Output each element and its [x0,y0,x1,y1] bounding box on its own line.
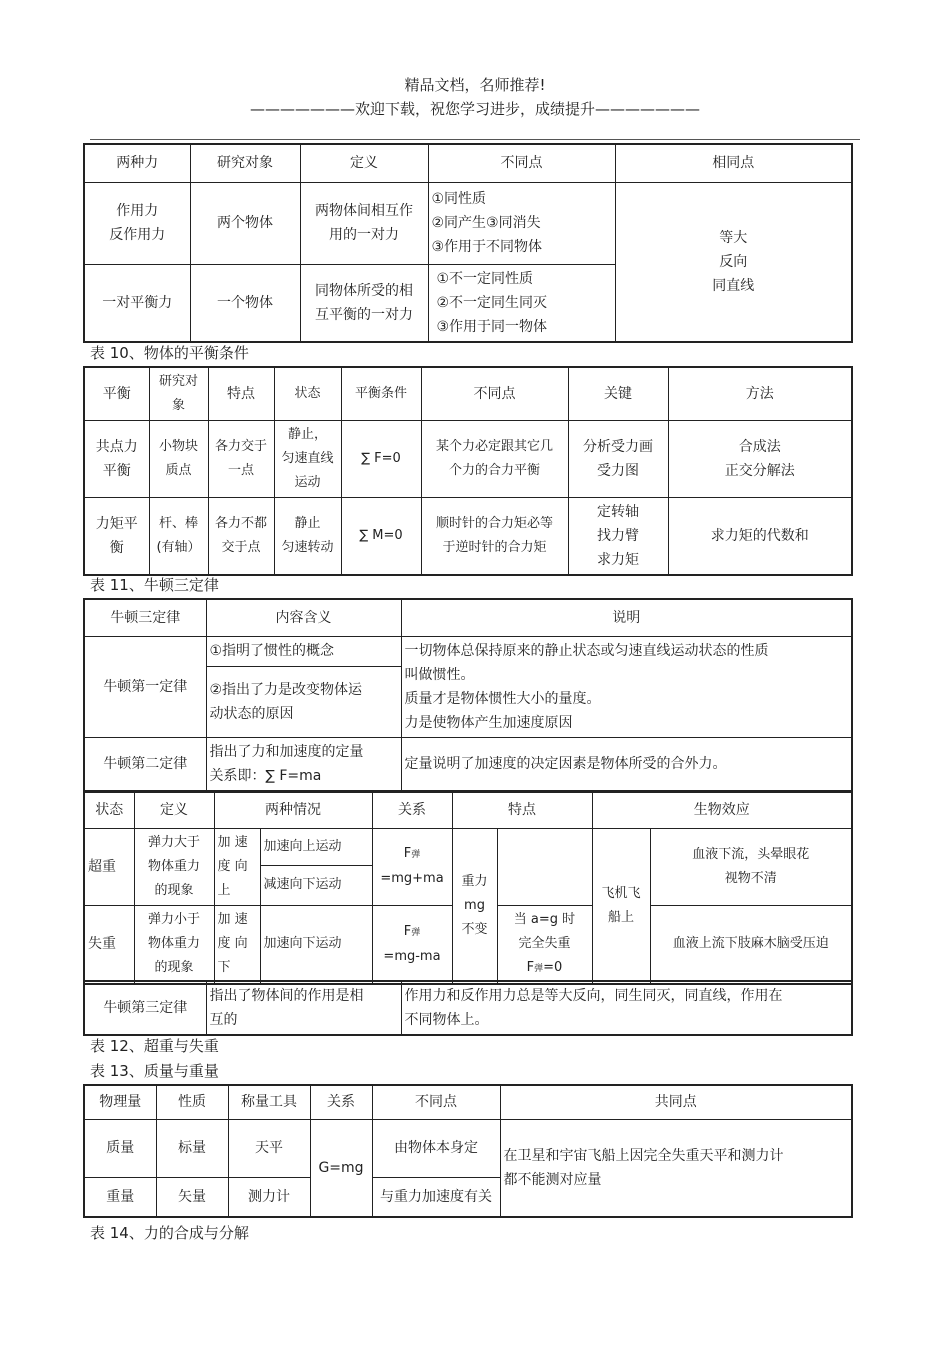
law-name-cell: 牛顿第二定律 [84,737,206,791]
difference-cell: 某个力必定跟其它几 个力的合力平衡 [421,421,568,498]
law-name-cell: 牛顿第三定律 [84,981,206,1035]
header-cell: 定义 [134,792,214,828]
method-cell: 求力矩的代数和 [668,498,852,576]
definition-cell: 同物体所受的相 互平衡的一对力 [300,264,428,342]
nature-cell: 矢量 [156,1177,228,1217]
table-caption: 表 10、物体的平衡条件 [90,344,249,362]
definition-cell: 两物体间相互作 用的一对力 [300,182,428,264]
header-cell: 研究对象 [190,144,300,182]
difference-cell: ①同性质 ②同产生③同消失 ③作用于不同物体 [428,182,615,264]
header-cell: 特点 [208,367,274,421]
balance-type-cell: 共点力 平衡 [84,421,149,498]
condition-cell: ∑ F=0 [341,421,421,498]
header-cell: 内容含义 [206,599,401,636]
similarity-cell: 等大 反向 同直线 [615,182,852,342]
acceleration-cell: 加 速 度 向 下 [214,905,260,984]
header-subtitle: ———————欢迎下载，祝您学习进步，成绩提升——————— [249,100,700,118]
header-cell: 称量工具 [228,1085,310,1119]
quantity-cell: 重量 [84,1177,156,1217]
force-name-cell: 作用力 反作用力 [84,182,190,264]
force-name-cell: 一对平衡力 [84,264,190,342]
state-cell: 失重 [84,905,134,984]
header-cell: 性质 [156,1085,228,1119]
balance-type-cell: 力矩平 衡 [84,498,149,576]
header-cell: 生物效应 [592,792,852,828]
explanation-cell: 定量说明了加速度的决定因素是物体所受的合外力。 [401,737,852,791]
location-cell: 飞机飞 船上 [592,828,650,984]
key-cell: 定转轴 找力臂 求力矩 [568,498,668,576]
difference-cell: ①不一定同性质 ②不一定同生同灭 ③作用于同一物体 [428,264,615,342]
content-cell: ①指明了惯性的概念 [206,636,401,667]
overweight-table [83,791,853,985]
header-cell: 不同点 [421,367,568,421]
header-cell: 两种情况 [214,792,372,828]
force-comparison-table [83,143,853,343]
object-cell: 两个物体 [190,182,300,264]
equilibrium-table [83,366,853,576]
header-cell: 状态 [84,792,134,828]
object-cell: 一个物体 [190,264,300,342]
difference-cell: 与重力加速度有关 [372,1177,500,1217]
header-cell: 说明 [401,599,852,636]
feature-cell: 各力不都 交于点 [208,498,274,576]
header-cell: 特点 [452,792,592,828]
header-cell: 牛顿三定律 [84,599,206,636]
explanation-cell: 作用力和反作用力总是等大反向，同生同灭，同直线，作用在 不同物体上。 [401,981,852,1035]
header-cell: 相同点 [615,144,852,182]
definition-cell: 弹力小于 物体重力 的现象 [134,905,214,984]
state-cell: 超重 [84,828,134,905]
header-rule [90,139,860,140]
header-cell: 两种力 [84,144,190,182]
explanation-cell: 一切物体总保持原来的静止状态或匀速直线运动状态的性质 叫做惯性。 质量才是物体惯性大小的量度。 力是使物体产生加速度原因 [401,636,852,737]
state-cell: 静止 匀速转动 [274,498,341,576]
case-cell: 加速向下运动 [260,905,372,984]
table-caption: 表 12、超重与失重 [90,1037,219,1055]
header-cell: 关系 [372,792,452,828]
relation-cell: G=mg [310,1119,372,1217]
header-cell: 状态 [274,367,341,421]
content-cell: 指出了物体间的作用是相 互的 [206,981,401,1035]
key-cell: 分析受力画 受力图 [568,421,668,498]
acceleration-cell: 加 速 度 向 上 [214,828,260,905]
header-cell: 共同点 [500,1085,852,1119]
table-caption: 表 14、力的合成与分解 [90,1224,249,1242]
header-cell: 不同点 [428,144,615,182]
gravity-cell: 重力 mg 不变 [452,828,497,984]
header-cell: 关系 [310,1085,372,1119]
law-name-cell: 牛顿第一定律 [84,636,206,737]
table-caption: 表 11、牛顿三定律 [90,576,219,594]
case-cell: 减速向下运动 [260,865,372,905]
bio-effect-cell: 血液下流，头晕眼花 视物不清 [650,828,852,905]
newton-laws-table [83,598,853,792]
header-cell: 平衡条件 [341,367,421,421]
method-cell: 合成法 正交分解法 [668,421,852,498]
difference-cell: 顺时针的合力矩必等 于逆时针的合力矩 [421,498,568,576]
object-cell: 小物块 质点 [149,421,208,498]
case-cell: 加速向上运动 [260,828,372,865]
header-cell: 物理量 [84,1085,156,1119]
content-cell: ②指出了力是改变物体运 动状态的原因 [206,667,401,737]
tool-cell: 测力计 [228,1177,310,1217]
quantity-cell: 质量 [84,1119,156,1177]
content-cell: 指出了力和加速度的定量 关系即：∑ F=ma [206,737,401,791]
nature-cell: 标量 [156,1119,228,1177]
bio-effect-cell: 血液上流下肢麻木脑受压迫 [650,905,852,984]
header-cell: 关键 [568,367,668,421]
header-cell: 定义 [300,144,428,182]
header-cell: 不同点 [372,1085,500,1119]
header-cell: 平衡 [84,367,149,421]
relation-cell: F弹 =mg-ma [372,905,452,984]
blank-cell [497,828,592,905]
relation-cell: F弹 =mg+ma [372,828,452,905]
table-caption: 表 13、质量与重量 [90,1062,219,1080]
mass-weight-table [83,1084,853,1218]
newton-third-law-table [83,980,853,1036]
state-cell: 静止， 匀速直线 运动 [274,421,341,498]
common-cell: 在卫星和宇宙飞船上因完全失重天平和测力计 都不能测对应量 [500,1119,852,1217]
header-title: 精品文档，名师推荐! [404,76,546,94]
feature-cell: 当 a=g 时 完全失重 F弹=0 [497,905,592,984]
header-cell: 研究对 象 [149,367,208,421]
header-cell: 方法 [668,367,852,421]
condition-cell: ∑ M=0 [341,498,421,576]
object-cell: 杆、棒 (有轴） [149,498,208,576]
feature-cell: 各力交于 一点 [208,421,274,498]
difference-cell: 由物体本身定 [372,1119,500,1177]
definition-cell: 弹力大于 物体重力 的现象 [134,828,214,905]
tool-cell: 天平 [228,1119,310,1177]
